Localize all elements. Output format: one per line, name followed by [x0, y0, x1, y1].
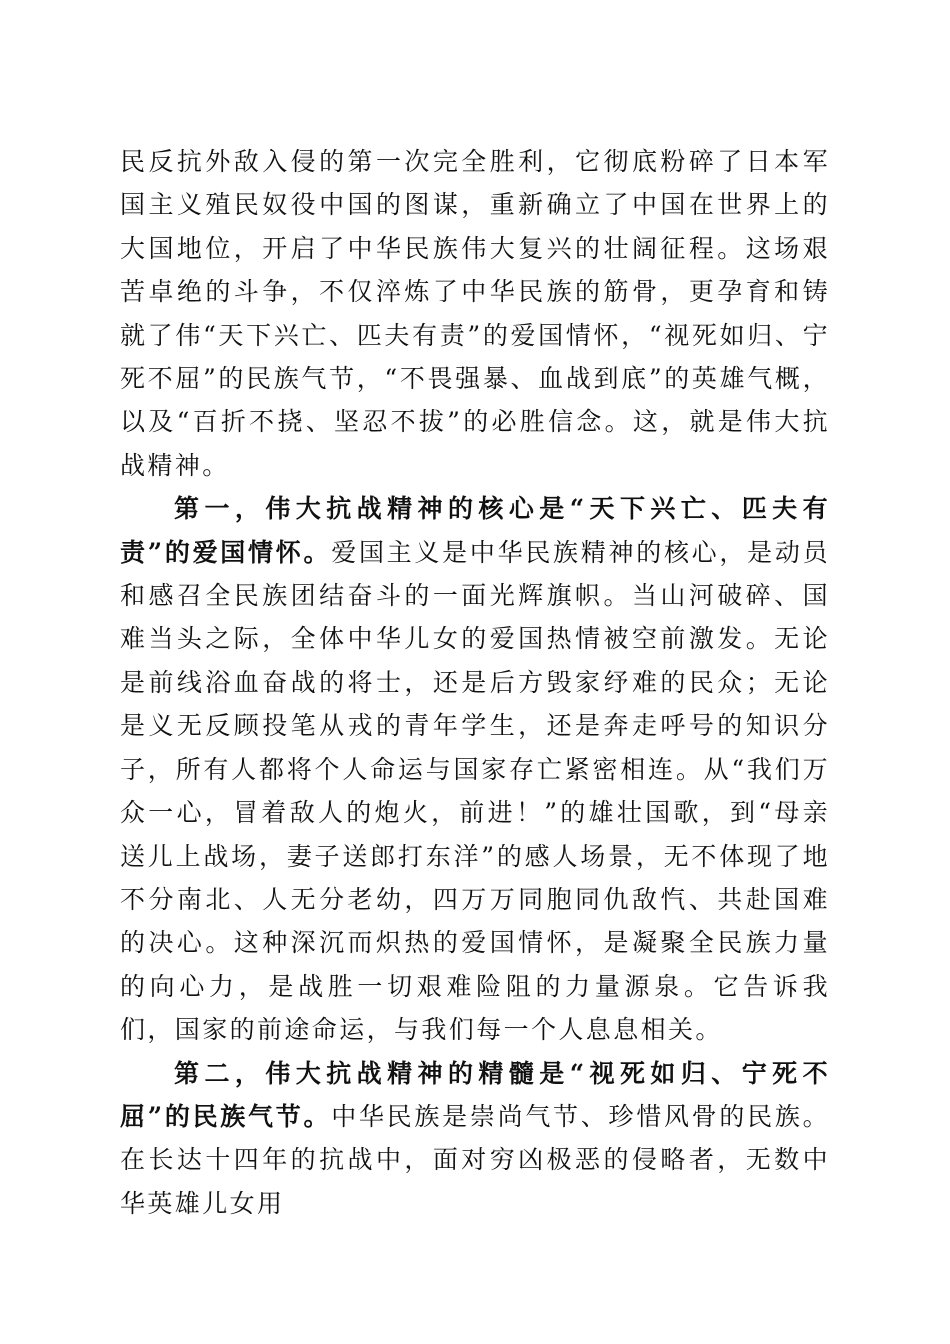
paragraph-2-lead: 第一，伟大抗战精神的核心是“天下兴亡、匹夫有责”的爱国情怀。	[120, 494, 830, 567]
document-body	[120, 140, 830, 1225]
paragraph-continuation	[120, 140, 830, 487]
paragraph-second-point	[120, 1052, 830, 1226]
paragraph-3-lead: 第二，伟大抗战精神的精髓是“视死如归、宁死不屈”的民族气节。	[120, 1058, 830, 1131]
paragraph-3-text: 中华民族是崇尚气节、珍惜风骨的民族。在长达十四年的抗战中，面对穷凶极恶的侵略者，无数中华英雄儿女用	[120, 1101, 830, 1218]
paragraph-first-point	[120, 487, 830, 1051]
paragraph-2-text: 爱国主义是中华民族精神的核心，是动员和感召全民族团结奋斗的一面光辉旗帜。当山河破碎、国难当头之际，全体中华儿女的爱国热情被空前激发。无论是前线浴血奋战的将士，还是后方毁家纾难的民众；无论是义无反顾投笔从戎的青年学生，还是奔走呼号的知识分子，所有人都将个人命运与国家存亡紧密相连。从“我们万众一心，冒着敌人的炮火，前进！”的雄壮国歌，到“母亲送儿上战场，妻子送郎打东洋”的感人场景，无不体现了地不分南北、人无分老幼，四万万同胞同仇敌忾、共赴国难的决心。这种深沉而炽热的爱国情怀，是凝聚全民族力量的向心力，是战胜一切艰难险阻的力量源泉。它告诉我们，国家的前途命运，与我们每一个人息息相关。	[120, 537, 830, 1045]
paragraph-1-text: 民反抗外敌入侵的第一次完全胜利，它彻底粉碎了日本军国主义殖民奴役中国的图谋，重新确立了中国在世界上的大国地位，开启了中华民族伟大复兴的壮阔征程。这场艰苦卓绝的斗争，不仅淬炼了中华民族的筋骨，更孕育和铸就了伟“天下兴亡、匹夫有责”的爱国情怀，“视死如归、宁死不屈”的民族气节，“不畏强暴、血战到底”的英雄气概，以及“百折不挠、坚忍不拔”的必胜信念。这，就是伟大抗战精神。	[120, 147, 830, 480]
